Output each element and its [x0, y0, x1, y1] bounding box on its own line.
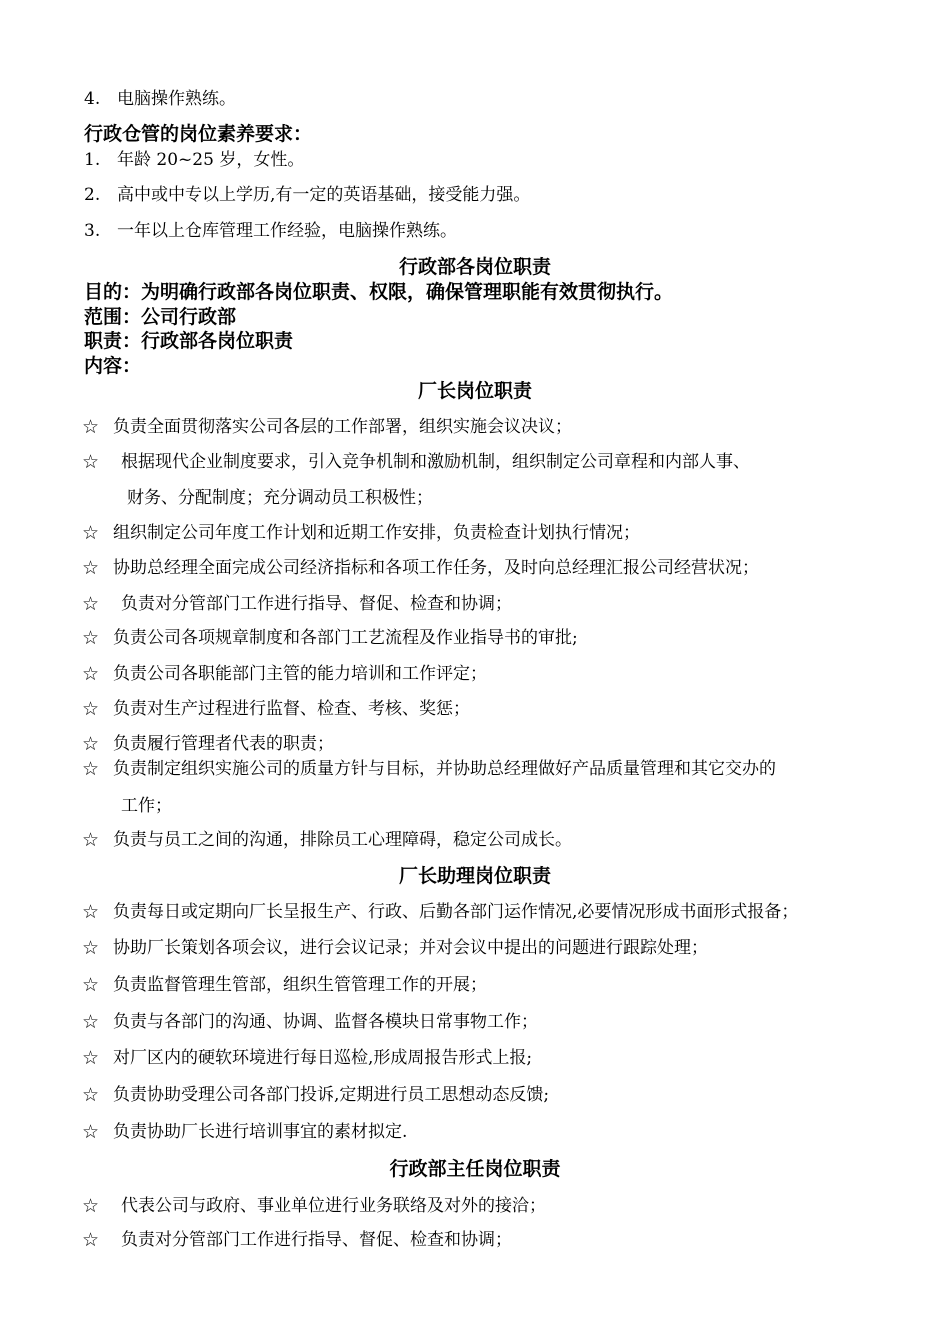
list-text: 负责公司各项规章制度和各部门工艺流程及作业指导书的审批; — [113, 628, 578, 648]
list-text: 组织制定公司年度工作计划和近期工作安排，负责检查计划执行情况； — [113, 523, 640, 543]
star-icon: ☆ — [82, 1195, 100, 1217]
list-text: 工作； — [121, 796, 172, 816]
star-icon: ☆ — [82, 758, 100, 780]
section-title: 厂长岗位职责 — [417, 380, 532, 402]
star-icon: ☆ — [82, 1121, 100, 1143]
list-text: 电脑操作熟练。 — [117, 89, 236, 109]
list-text: 财务、分配制度；充分调动员工积极性； — [127, 488, 433, 508]
list-text: 负责对分管部门工作进行指导、督促、检查和协调； — [121, 594, 512, 614]
star-icon: ☆ — [82, 416, 100, 438]
list-text: 协助总经理全面完成公司经济指标和各项工作任务，及时向总经理汇报公司经营状况； — [113, 558, 759, 578]
list-text: 负责全面贯彻落实公司各层的工作部署，组织实施会议决议； — [113, 417, 572, 437]
star-icon: ☆ — [82, 663, 100, 685]
content-text: 内容： — [84, 355, 142, 377]
list-text: 负责对生产过程进行监督、检查、考核、奖惩； — [113, 699, 470, 719]
star-icon: ☆ — [82, 698, 100, 720]
list-text: 负责协助厂长进行培训事宜的素材拟定. — [113, 1122, 408, 1142]
star-icon: ☆ — [82, 451, 100, 473]
list-text: 负责公司各职能部门主管的能力培训和工作评定； — [113, 664, 487, 684]
star-icon: ☆ — [82, 557, 100, 579]
list-text: 高中或中专以上学历,有一定的英语基础，接受能力强。 — [117, 185, 531, 205]
list-number: 3. — [84, 221, 101, 241]
star-icon: ☆ — [82, 1229, 100, 1251]
list-text: 负责协助受理公司各部门投诉,定期进行员工思想动态反馈; — [113, 1085, 550, 1105]
list-text: 根据现代企业制度要求，引入竞争机制和激励机制，组织制定公司章程和内部人事、 — [121, 452, 750, 472]
purpose-text: 目的：为明确行政部各岗位职责、权限，确保管理职能有效贯彻执行。 — [84, 281, 674, 303]
star-icon: ☆ — [82, 901, 100, 923]
list-number: 4. — [84, 89, 101, 109]
list-text: 年龄 20~25 岁，女性。 — [117, 150, 305, 170]
list-text: 负责与员工之间的沟通，排除员工心理障碍，稳定公司成长。 — [113, 830, 572, 850]
list-text: 负责制定组织实施公司的质量方针与目标，并协助总经理做好产品质量管理和其它交办的 — [113, 759, 776, 779]
section-title: 厂长助理岗位职责 — [398, 865, 551, 887]
list-number: 2. — [84, 185, 101, 205]
list-text: 负责履行管理者代表的职责； — [113, 734, 334, 754]
list-text: 负责与各部门的沟通、协调、监督各模块日常事物工作； — [113, 1012, 538, 1032]
list-text: 一年以上仓库管理工作经验，电脑操作熟练。 — [117, 221, 457, 241]
star-icon: ☆ — [82, 733, 100, 755]
star-icon: ☆ — [82, 1047, 100, 1069]
list-text: 协助厂长策划各项会议，进行会议记录；并对会议中提出的问题进行跟踪处理； — [113, 938, 708, 958]
star-icon: ☆ — [82, 1011, 100, 1033]
star-icon: ☆ — [82, 1084, 100, 1106]
scope-text: 范围：公司行政部 — [84, 306, 237, 328]
star-icon: ☆ — [82, 937, 100, 959]
main-title: 行政部各岗位职责 — [398, 256, 551, 278]
section-heading: 行政仓管的岗位素养要求： — [84, 123, 313, 145]
duty-text: 职责：行政部各岗位职责 — [84, 330, 294, 352]
star-icon: ☆ — [82, 974, 100, 996]
list-text: 负责每日或定期向厂长呈报生产、行政、后勤各部门运作情况,必要情况形成书面形式报备； — [113, 902, 799, 922]
star-icon: ☆ — [82, 829, 100, 851]
star-icon: ☆ — [82, 522, 100, 544]
list-text: 对厂区内的硬软环境进行每日巡检,形成周报告形式上报; — [113, 1048, 533, 1068]
list-text: 负责监督管理生管部，组织生管管理工作的开展； — [113, 975, 487, 995]
star-icon: ☆ — [82, 627, 100, 649]
star-icon: ☆ — [82, 593, 100, 615]
section-title: 行政部主任岗位职责 — [389, 1158, 561, 1180]
list-number: 1. — [84, 150, 101, 170]
list-text: 代表公司与政府、事业单位进行业务联络及对外的接洽； — [121, 1196, 546, 1216]
list-text: 负责对分管部门工作进行指导、督促、检查和协调； — [121, 1230, 512, 1250]
